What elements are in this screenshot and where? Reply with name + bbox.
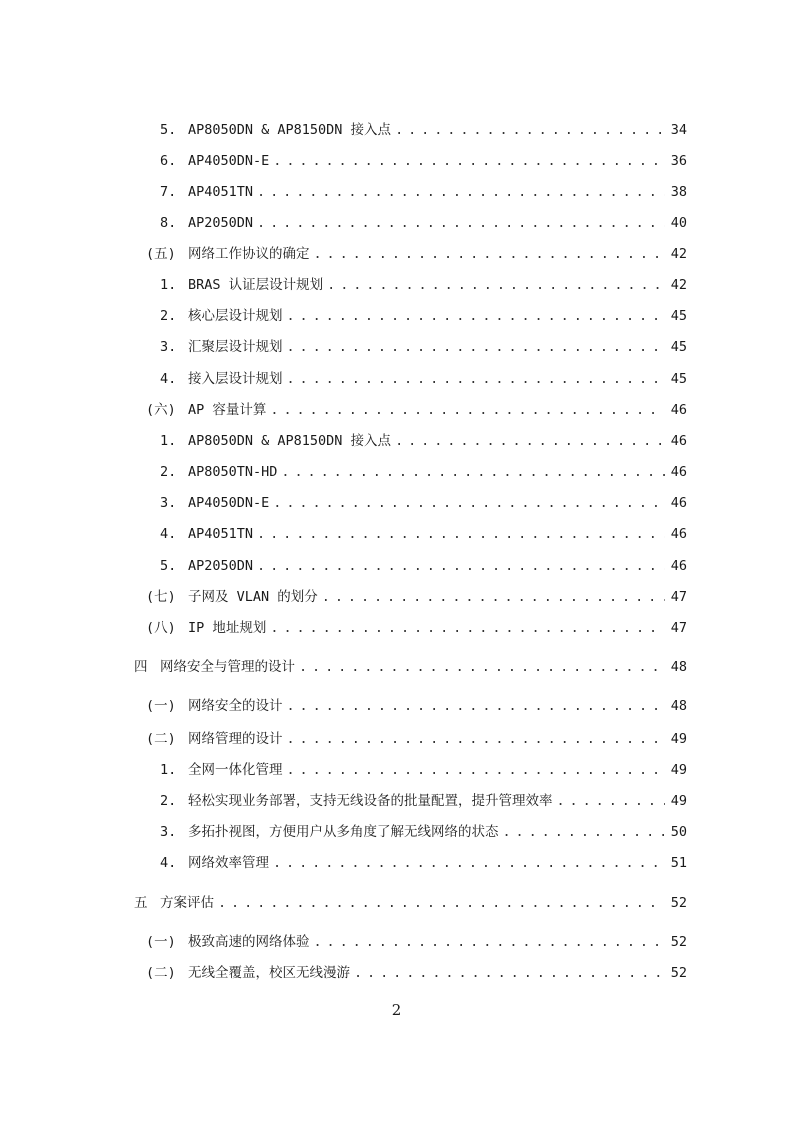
toc-entry-title: AP4050DN-E	[188, 495, 270, 511]
dot-leader	[287, 759, 666, 781]
toc-entry-page: 48	[670, 659, 687, 675]
dot-leader	[273, 150, 665, 172]
toc-entry[interactable]	[160, 430, 687, 452]
toc-entry-title: AP2050DN	[188, 558, 254, 574]
toc-entry-title: 网络效率管理	[188, 855, 269, 871]
toc-entry[interactable]	[160, 119, 687, 141]
dot-leader	[218, 892, 665, 914]
toc-entry-title: 网络安全与管理的设计	[160, 659, 295, 675]
dot-leader	[287, 695, 666, 717]
toc-entry-page: 42	[670, 246, 687, 262]
toc-entry-page: 45	[670, 339, 687, 355]
dot-leader	[395, 119, 665, 141]
dot-leader	[314, 243, 666, 265]
toc-entry[interactable]	[160, 274, 687, 296]
toc-entry[interactable]	[160, 336, 687, 358]
toc-entry-number: (五)	[146, 246, 176, 262]
toc-entry[interactable]	[160, 181, 687, 203]
toc-entry-number: 4.	[160, 855, 177, 871]
toc-entry[interactable]	[146, 728, 687, 750]
toc-entry-page: 49	[670, 762, 687, 778]
toc-entry-number: 4.	[160, 526, 177, 542]
toc-entry-number: 五	[134, 895, 148, 911]
toc-entry[interactable]	[146, 617, 687, 639]
dot-leader	[503, 821, 666, 843]
toc-entry-number: (一)	[146, 934, 176, 950]
toc-entry[interactable]	[160, 492, 687, 514]
toc-entry-title: 汇聚层设计规划	[188, 339, 283, 355]
toc-entry-number: (七)	[146, 589, 176, 605]
toc-entry-page: 45	[670, 308, 687, 324]
toc-entry[interactable]	[160, 368, 687, 390]
toc-entry[interactable]	[146, 695, 687, 717]
toc-entry-page: 38	[670, 184, 687, 200]
toc-entry-title: 网络安全的设计	[188, 698, 283, 714]
dot-leader	[257, 523, 665, 545]
toc-entry-page: 48	[670, 698, 687, 714]
dot-leader	[257, 212, 665, 234]
toc-entry-title: 网络工作协议的确定	[188, 246, 310, 262]
toc-entry-number: 1.	[160, 762, 177, 778]
toc-entry-title: AP4050DN-E	[188, 153, 270, 169]
dot-leader	[281, 461, 665, 483]
toc-entry-page: 50	[670, 824, 687, 840]
toc-entry-number: 8.	[160, 215, 177, 231]
toc-entry-number: 四	[134, 659, 148, 675]
toc-entry[interactable]	[146, 586, 687, 608]
toc-entry[interactable]	[146, 243, 687, 265]
toc-entry-page: 49	[670, 793, 687, 809]
toc-entry-number: 2.	[160, 793, 177, 809]
toc-entry-title: 接入层设计规划	[188, 371, 283, 387]
toc-entry-title: 网络管理的设计	[188, 731, 283, 747]
toc-entry-title: 无线全覆盖，校区无线漫游	[188, 965, 350, 981]
toc-entry[interactable]	[160, 759, 687, 781]
dot-leader	[287, 305, 666, 327]
dot-leader	[287, 728, 666, 750]
page-number: 2	[391, 1001, 402, 1019]
toc-entry-title: 子网及 VLAN 的划分	[188, 589, 318, 605]
toc-entry-page: 52	[670, 934, 687, 950]
dot-leader	[327, 274, 665, 296]
toc-entry-page: 40	[670, 215, 687, 231]
toc-entry-number: 4.	[160, 371, 177, 387]
toc-entry-number: 6.	[160, 153, 177, 169]
dot-leader	[287, 336, 666, 358]
toc-entry[interactable]	[160, 852, 687, 874]
toc-entry-number: 5.	[160, 122, 177, 138]
toc-entry-page: 46	[670, 433, 687, 449]
toc-entry-title: AP4051TN	[188, 526, 254, 542]
toc-entry-number: 3.	[160, 824, 177, 840]
toc-entry-title: IP 地址规划	[188, 620, 267, 636]
toc-entry-title: AP4051TN	[188, 184, 254, 200]
dot-leader	[270, 617, 665, 639]
toc-entry-number: 1.	[160, 277, 177, 293]
toc-entry-page: 34	[670, 122, 687, 138]
toc-entry-number: (二)	[146, 965, 176, 981]
toc-entry[interactable]	[134, 656, 687, 678]
toc-entry-number: 3.	[160, 339, 177, 355]
toc-entry[interactable]	[160, 212, 687, 234]
toc-entry-page: 45	[670, 371, 687, 387]
toc-entry-title: AP8050DN & AP8150DN 接入点	[188, 433, 392, 449]
toc-entry[interactable]	[160, 461, 687, 483]
dot-leader	[287, 368, 666, 390]
toc-entry-title: AP8050DN & AP8150DN 接入点	[188, 122, 392, 138]
dot-leader	[257, 555, 665, 577]
dot-leader	[322, 586, 665, 608]
toc-entry-title: 轻松实现业务部署，支持无线设备的批量配置，提升管理效率	[188, 793, 553, 809]
toc-entry-number: 5.	[160, 558, 177, 574]
toc-entry-page: 46	[670, 464, 687, 480]
toc-entry-page: 47	[670, 620, 687, 636]
toc-entry-title: 极致高速的网络体验	[188, 934, 310, 950]
toc-entry-title: BRAS 认证层设计规划	[188, 277, 324, 293]
dot-leader	[557, 790, 666, 812]
toc-entry-page: 46	[670, 526, 687, 542]
dot-leader	[354, 962, 665, 984]
dot-leader	[270, 399, 665, 421]
toc-entry-title: 方案评估	[160, 895, 214, 911]
toc-entry[interactable]	[134, 892, 687, 914]
dot-leader	[257, 181, 665, 203]
toc-entry-number: 7.	[160, 184, 177, 200]
toc-entry-page: 46	[670, 495, 687, 511]
dot-leader	[299, 656, 665, 678]
toc-entry-number: (二)	[146, 731, 176, 747]
toc-entry-page: 52	[670, 895, 687, 911]
toc-entry-number: (一)	[146, 698, 176, 714]
toc-entry-title: 核心层设计规划	[188, 308, 283, 324]
toc-entry-page: 46	[670, 402, 687, 418]
toc-entry-title: AP 容量计算	[188, 402, 267, 418]
toc-entry[interactable]	[160, 150, 687, 172]
toc-entry[interactable]	[146, 399, 687, 421]
toc-entry-page: 49	[670, 731, 687, 747]
toc-entry-number: (六)	[146, 402, 176, 418]
toc-entry[interactable]	[146, 962, 687, 984]
toc-entry[interactable]	[160, 555, 687, 577]
toc-entry-title: 全网一体化管理	[188, 762, 283, 778]
dot-leader	[395, 430, 665, 452]
toc-entry-number: 3.	[160, 495, 177, 511]
toc-entry-page: 52	[670, 965, 687, 981]
dot-leader	[314, 931, 666, 953]
toc-entry[interactable]	[160, 523, 687, 545]
dot-leader	[273, 852, 665, 874]
dot-leader	[273, 492, 665, 514]
toc-entry-number: 2.	[160, 464, 177, 480]
toc-entry-page: 46	[670, 558, 687, 574]
toc-entry-page: 51	[670, 855, 687, 871]
toc-entry[interactable]	[160, 790, 687, 812]
toc-entry-page: 36	[670, 153, 687, 169]
toc-entry[interactable]	[160, 305, 687, 327]
toc-entry-page: 47	[670, 589, 687, 605]
toc-entry-title: 多拓扑视图，方便用户从多角度了解无线网络的状态	[188, 824, 499, 840]
toc-entry-number: (八)	[146, 620, 176, 636]
toc-entry-title: AP2050DN	[188, 215, 254, 231]
toc-entry[interactable]	[160, 821, 687, 843]
toc-entry-title: AP8050TN-HD	[188, 464, 278, 480]
toc-entry-number: 2.	[160, 308, 177, 324]
toc-entry-number: 1.	[160, 433, 177, 449]
toc-entry-page: 42	[670, 277, 687, 293]
toc-entry[interactable]	[146, 931, 687, 953]
